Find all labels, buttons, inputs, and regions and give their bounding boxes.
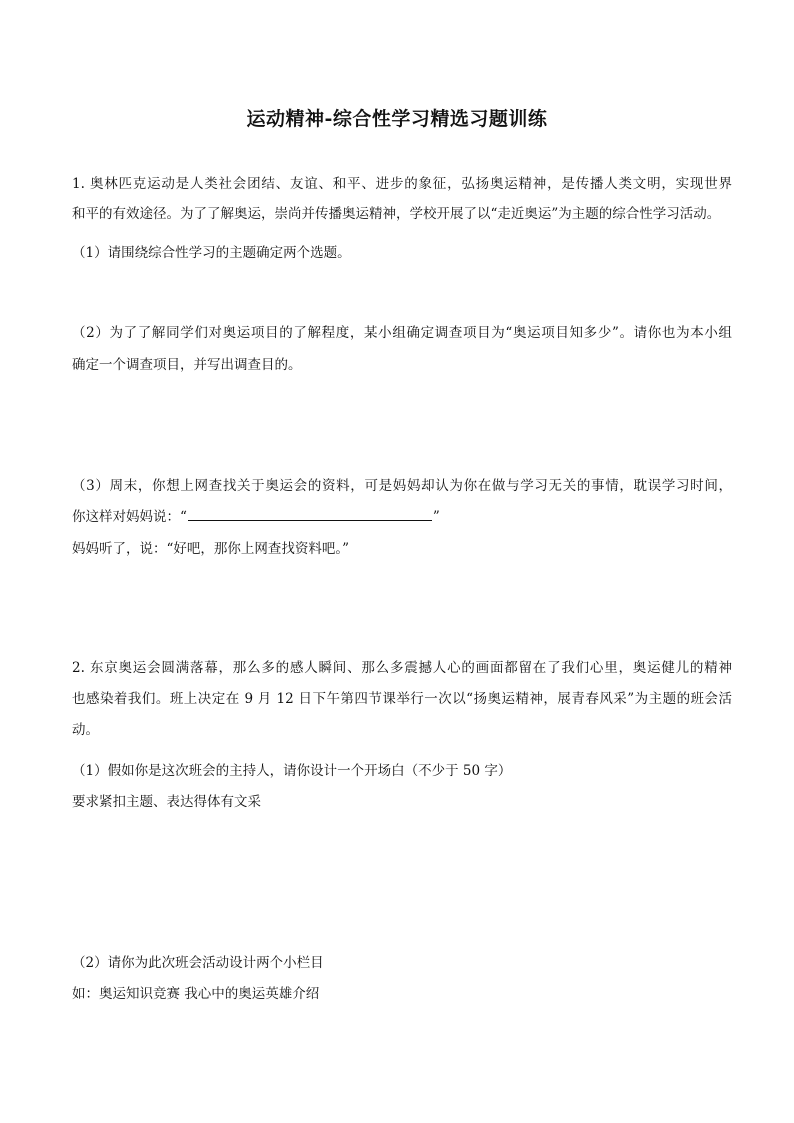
q2-sub2-line-2: 如：奥运知识竞赛 我心中的奥运英雄介绍 xyxy=(72,986,320,1002)
q2-sub1-line-1: （1）假如你是这次班会的主持人，请你设计一个开场白（不少于 50 字） xyxy=(72,763,512,779)
q1-sub3-line-2 xyxy=(72,506,732,527)
page-title: 运动精神-综合性学习精选习题训练 xyxy=(246,108,548,130)
q2-sub1-line-2: 要求紧扣主题、表达得体有文采 xyxy=(72,794,261,810)
q2-intro-line-2: 也感染着我们。班上决定在 9 月 12 日下午第四节课举行一次以“扬奥运精神，展青春风采”为主题的班会活 xyxy=(72,691,732,707)
q1-sub2-line-1: （2）为了了解同学们对奥运项目的了解程度，某小组确定调查项目为“奥运项目知多少”。请你也为本小组 xyxy=(72,325,732,341)
q1-intro-line-2: 和平的有效途径。为了了解奥运，崇尚并传播奥运精神，学校开展了以“走近奥运”为主题的综合性学习活动。 xyxy=(72,206,721,222)
q1-sub1: （1）请围绕综合性学习的主题确定两个选题。 xyxy=(72,245,351,261)
q2-sub2-line-1: （2）请你为此次班会活动设计两个小栏目 xyxy=(72,955,324,971)
q1-sub3-line-3: 妈妈听了，说：“好吧，那你上网查找资料吧。” xyxy=(72,541,350,557)
q2-intro-line-3: 动。 xyxy=(72,722,99,738)
q1-intro-line-1: 1. 奥林匹克运动是人类社会团结、友谊、和平、进步的象征，弘扬奥运精神，是传播人类文明，实现世界 xyxy=(72,176,732,192)
answer-blank xyxy=(188,506,432,521)
q1-sub2-line-2: 确定一个调查项目，并写出调查目的。 xyxy=(72,357,302,373)
q1-sub3-line-2-suffix: ” xyxy=(432,509,440,525)
q1-sub3-line-1: （3）周末，你想上网查找关于奥运会的资料，可是妈妈却认为你在做与学习无关的事情，耽误学习时间， xyxy=(72,478,732,494)
q2-intro-line-1: 2. 东京奥运会圆满落幕，那么多的感人瞬间、那么多震撼人心的画面都留在了我们心里，奥运健儿的精神 xyxy=(72,660,732,676)
q1-sub3-line-2-prefix: 你这样对妈妈说：“ xyxy=(72,509,187,525)
